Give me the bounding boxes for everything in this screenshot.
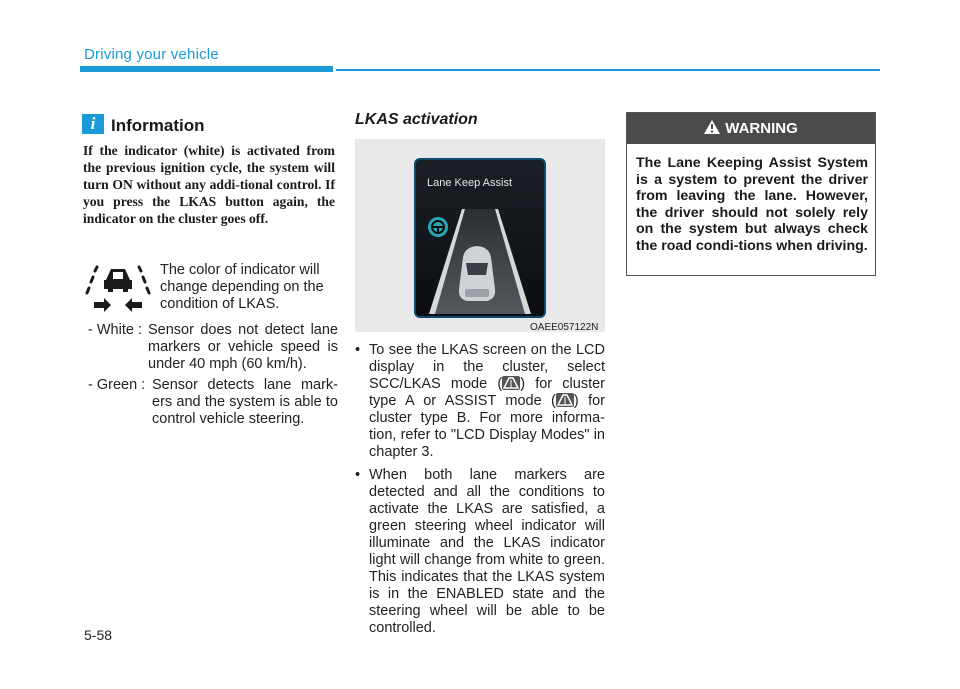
info-icon: i [82, 114, 104, 134]
bullet-text: To see the LKAS screen on the LCD display in the cluster, select SCC/LKAS mode ( [369, 342, 605, 392]
definition-green [88, 377, 338, 428]
warning-header [627, 113, 875, 144]
bullet-text: When both lane markers are detected and all the conditions to activate the LKAS are satisfied, a green steering wheel indicator will illuminate and the LKAS indicator light will change from white to green. This indicates that the LKAS system is in the ENABLED state and the steering wheel will be able to be controlled. [369, 467, 605, 636]
bullet-list [355, 342, 605, 643]
list-item [355, 467, 605, 637]
definition-text: Sensor does not detect lane markers or vehicle speed is under 40 mph (60 km/h). [148, 322, 338, 372]
info-body: If the indicator (white) is activated from the previous ignition cycle, the system will turn ON without any addi-tional control. If you press the LKAS button again, the indicator on the cluster goes off. [83, 143, 335, 226]
list-item [355, 342, 605, 461]
lkas-screen-figure [355, 139, 605, 332]
bullet-dot: • [355, 342, 361, 358]
figure-caption: OAEE057122N [530, 322, 599, 333]
definition-text: Sensor detects lane mark-ers and the system is able to control vehicle steering. [152, 377, 338, 427]
scc-lkas-mode-icon [502, 376, 520, 390]
bullet-text: ) for cluster type A or ASSIST mode ( [369, 376, 605, 409]
header-title: Driving your vehicle [84, 46, 219, 63]
lkas-indicator-icon [84, 258, 152, 316]
assist-mode-icon [556, 393, 574, 407]
indicator-description: The color of indicator will change depending on the condition of LKAS. [160, 262, 324, 312]
definition-white [88, 322, 338, 373]
definition-term: - White : [88, 322, 142, 338]
warning-body: The Lane Keeping Assist System is a system to prevent the driver from leaving the lane. However, the driver should not solely rely on the system but always check the road condi-tions when driving. [636, 155, 868, 254]
warning-title: WARNING [725, 120, 798, 137]
indicator-color-definitions [88, 322, 338, 432]
info-title: Information [111, 116, 205, 135]
definition-term: - Green : [88, 377, 146, 393]
section-title: LKAS activation [355, 111, 478, 128]
page-number: 5-58 [84, 627, 113, 643]
figure-screen-label: Lane Keep Assist [427, 177, 513, 189]
header-rule-thick [80, 66, 333, 72]
warning-box [626, 112, 876, 276]
bullet-dot: • [355, 467, 361, 483]
bullet-text: ) for cluster type B. For more informa-tion, refer to "LCD Display Modes" in chapter 3. [369, 393, 606, 460]
header-rule-thin [336, 69, 880, 71]
warning-triangle-icon [704, 120, 720, 138]
